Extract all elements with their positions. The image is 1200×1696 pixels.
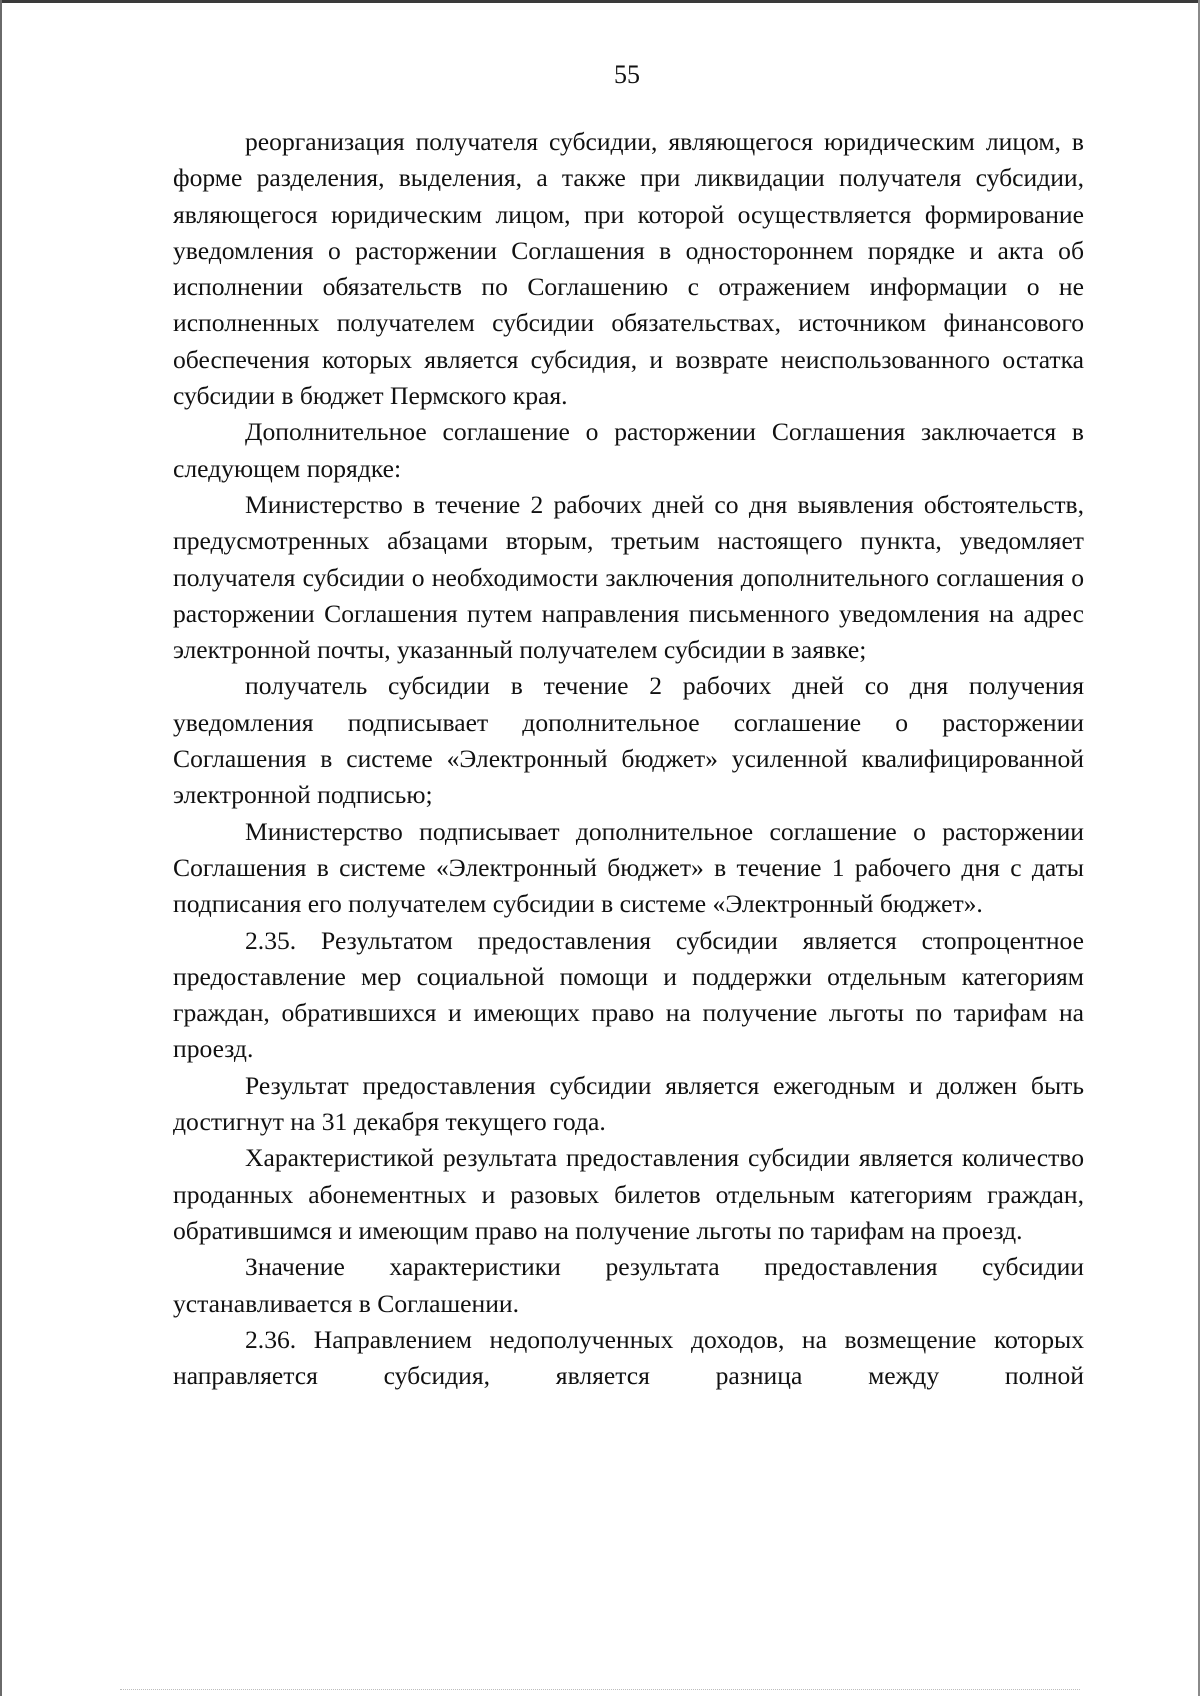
paragraph-2-35-result: 2.35. Результатом предоставления субсидии является стопроцентное предоставление мер социальной помощи и поддержки отдельным категориям граждан, обратившихся и имеющих право на получение льготы по тарифам на проезд. [173, 925, 1084, 1064]
paragraph-ministry-signs: Министерство подписывает дополнительное соглашение о расторжении Соглашения в системе «Электронный бюджет» в течение 1 рабочего дня с даты подписания его получателем субсидии в системе «Электронный бюджет». [173, 816, 1084, 919]
scan-edge-left [0, 0, 2, 1696]
paragraph-characteristic-value: Значение характеристики результата предоставления субсидии устанавливается в Соглашении. [173, 1252, 1084, 1318]
paragraph-2-36-direction: 2.36. Направлением недополученных доходов, на возмещение которых направляется субсидия, является разница между полной [173, 1324, 1084, 1391]
paragraph-result-annual: Результат предоставления субсидии является ежегодным и должен быть достигнут на 31 декабря текущего года. [173, 1070, 1084, 1137]
scan-artifact-bottom [120, 1689, 1080, 1690]
paragraph-ministry-notification: Министерство в течение 2 рабочих дней со дня выявления обстоятельств, предусмотренных абзацами вторым, третьим настоящего пункта, уведомляет получателя субсидии о необходимости заключения дополнительного соглашения о расторжении Соглашения путем направления письменного уведомления на адрес электронной почты, указанный получателем субсидии в заявке; [173, 489, 1084, 665]
paragraph-recipient-signs: получатель субсидии в течение 2 рабочих дней со дня получения уведомления подписывает дополнительное соглашение о расторжении Соглашения в системе «Электронный бюджет» усиленной квалифицированной электронной подписью; [173, 671, 1084, 810]
scan-edge-top [0, 0, 1200, 3]
document-body [173, 124, 1084, 1394]
paragraph-result-characteristic: Характеристикой результата предоставления субсидии является количество проданных абонементных и разовых билетов отдельным категориям граждан, обратившимся и имеющим право на получение льготы по тарифам на проезд. [173, 1143, 1084, 1245]
page-number: 55 [614, 60, 640, 89]
paragraph-reorganization: реорганизация получателя субсидии, являющегося юридическим лицом, в форме разделения, выделения, а также при ликвидации получателя субсидии, являющегося юридическим лицом, при которой осуществляется формирование уведомления о расторжении Соглашения в одностороннем порядке и акта об исполнении обязательств по Соглашению с отражением информации о не исполненных получателем субсидии обязательствах, источником финансового обеспечения которых является субсидия, и возврате неиспользованного остатка субсидии в бюджет Пермского края. [173, 127, 1084, 411]
paragraph-additional-agreement: Дополнительное соглашение о расторжении Соглашения заключается в следующем порядке: [173, 417, 1084, 483]
